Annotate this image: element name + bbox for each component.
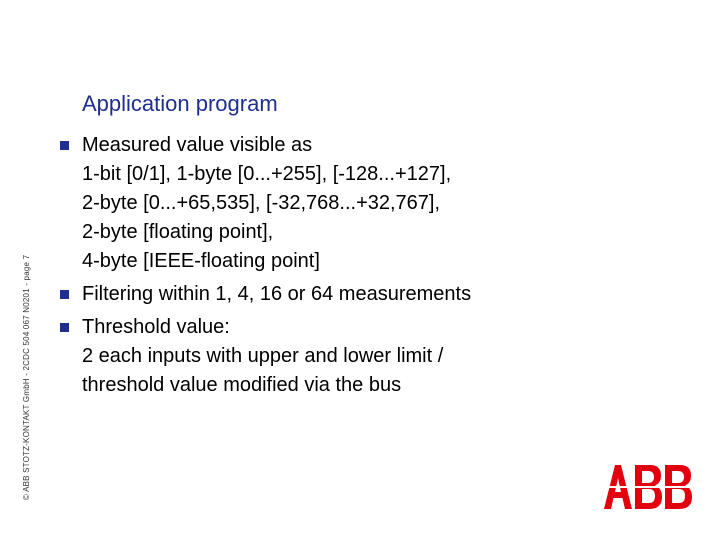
bullet-line: threshold value modified via the bus	[82, 374, 402, 396]
bullet-line: 2-byte [0...+65,535], [-32,768...+32,767],	[82, 192, 441, 214]
slide-title: Application program	[82, 91, 278, 116]
bullet-list	[60, 131, 700, 404]
square-bullet-icon	[60, 290, 69, 299]
bullet-line: 2-byte [floating point],	[82, 221, 274, 243]
bullet-item-filtering	[60, 280, 700, 309]
bullet-item-measured-value	[60, 131, 700, 276]
bullet-line: Threshold value:	[82, 316, 230, 338]
abb-logo	[602, 464, 694, 510]
bullet-line: 1-bit [0/1], 1-byte [0...+255], [-128...+127],	[82, 163, 452, 185]
bullet-line: 2 each inputs with upper and lower limit /	[82, 345, 444, 367]
bullet-line: 4-byte [IEEE-floating point]	[82, 250, 320, 272]
square-bullet-icon	[60, 323, 69, 332]
copyright-note: © ABB STOTZ-KONTAKT GmbH - 2CDC 504 067 N0201 - page 7	[22, 254, 31, 500]
bullet-line: Measured value visible as	[82, 134, 313, 156]
bullet-item-threshold	[60, 313, 700, 400]
bullet-line: Filtering within 1, 4, 16 or 64 measurements	[82, 283, 472, 305]
square-bullet-icon	[60, 141, 69, 150]
